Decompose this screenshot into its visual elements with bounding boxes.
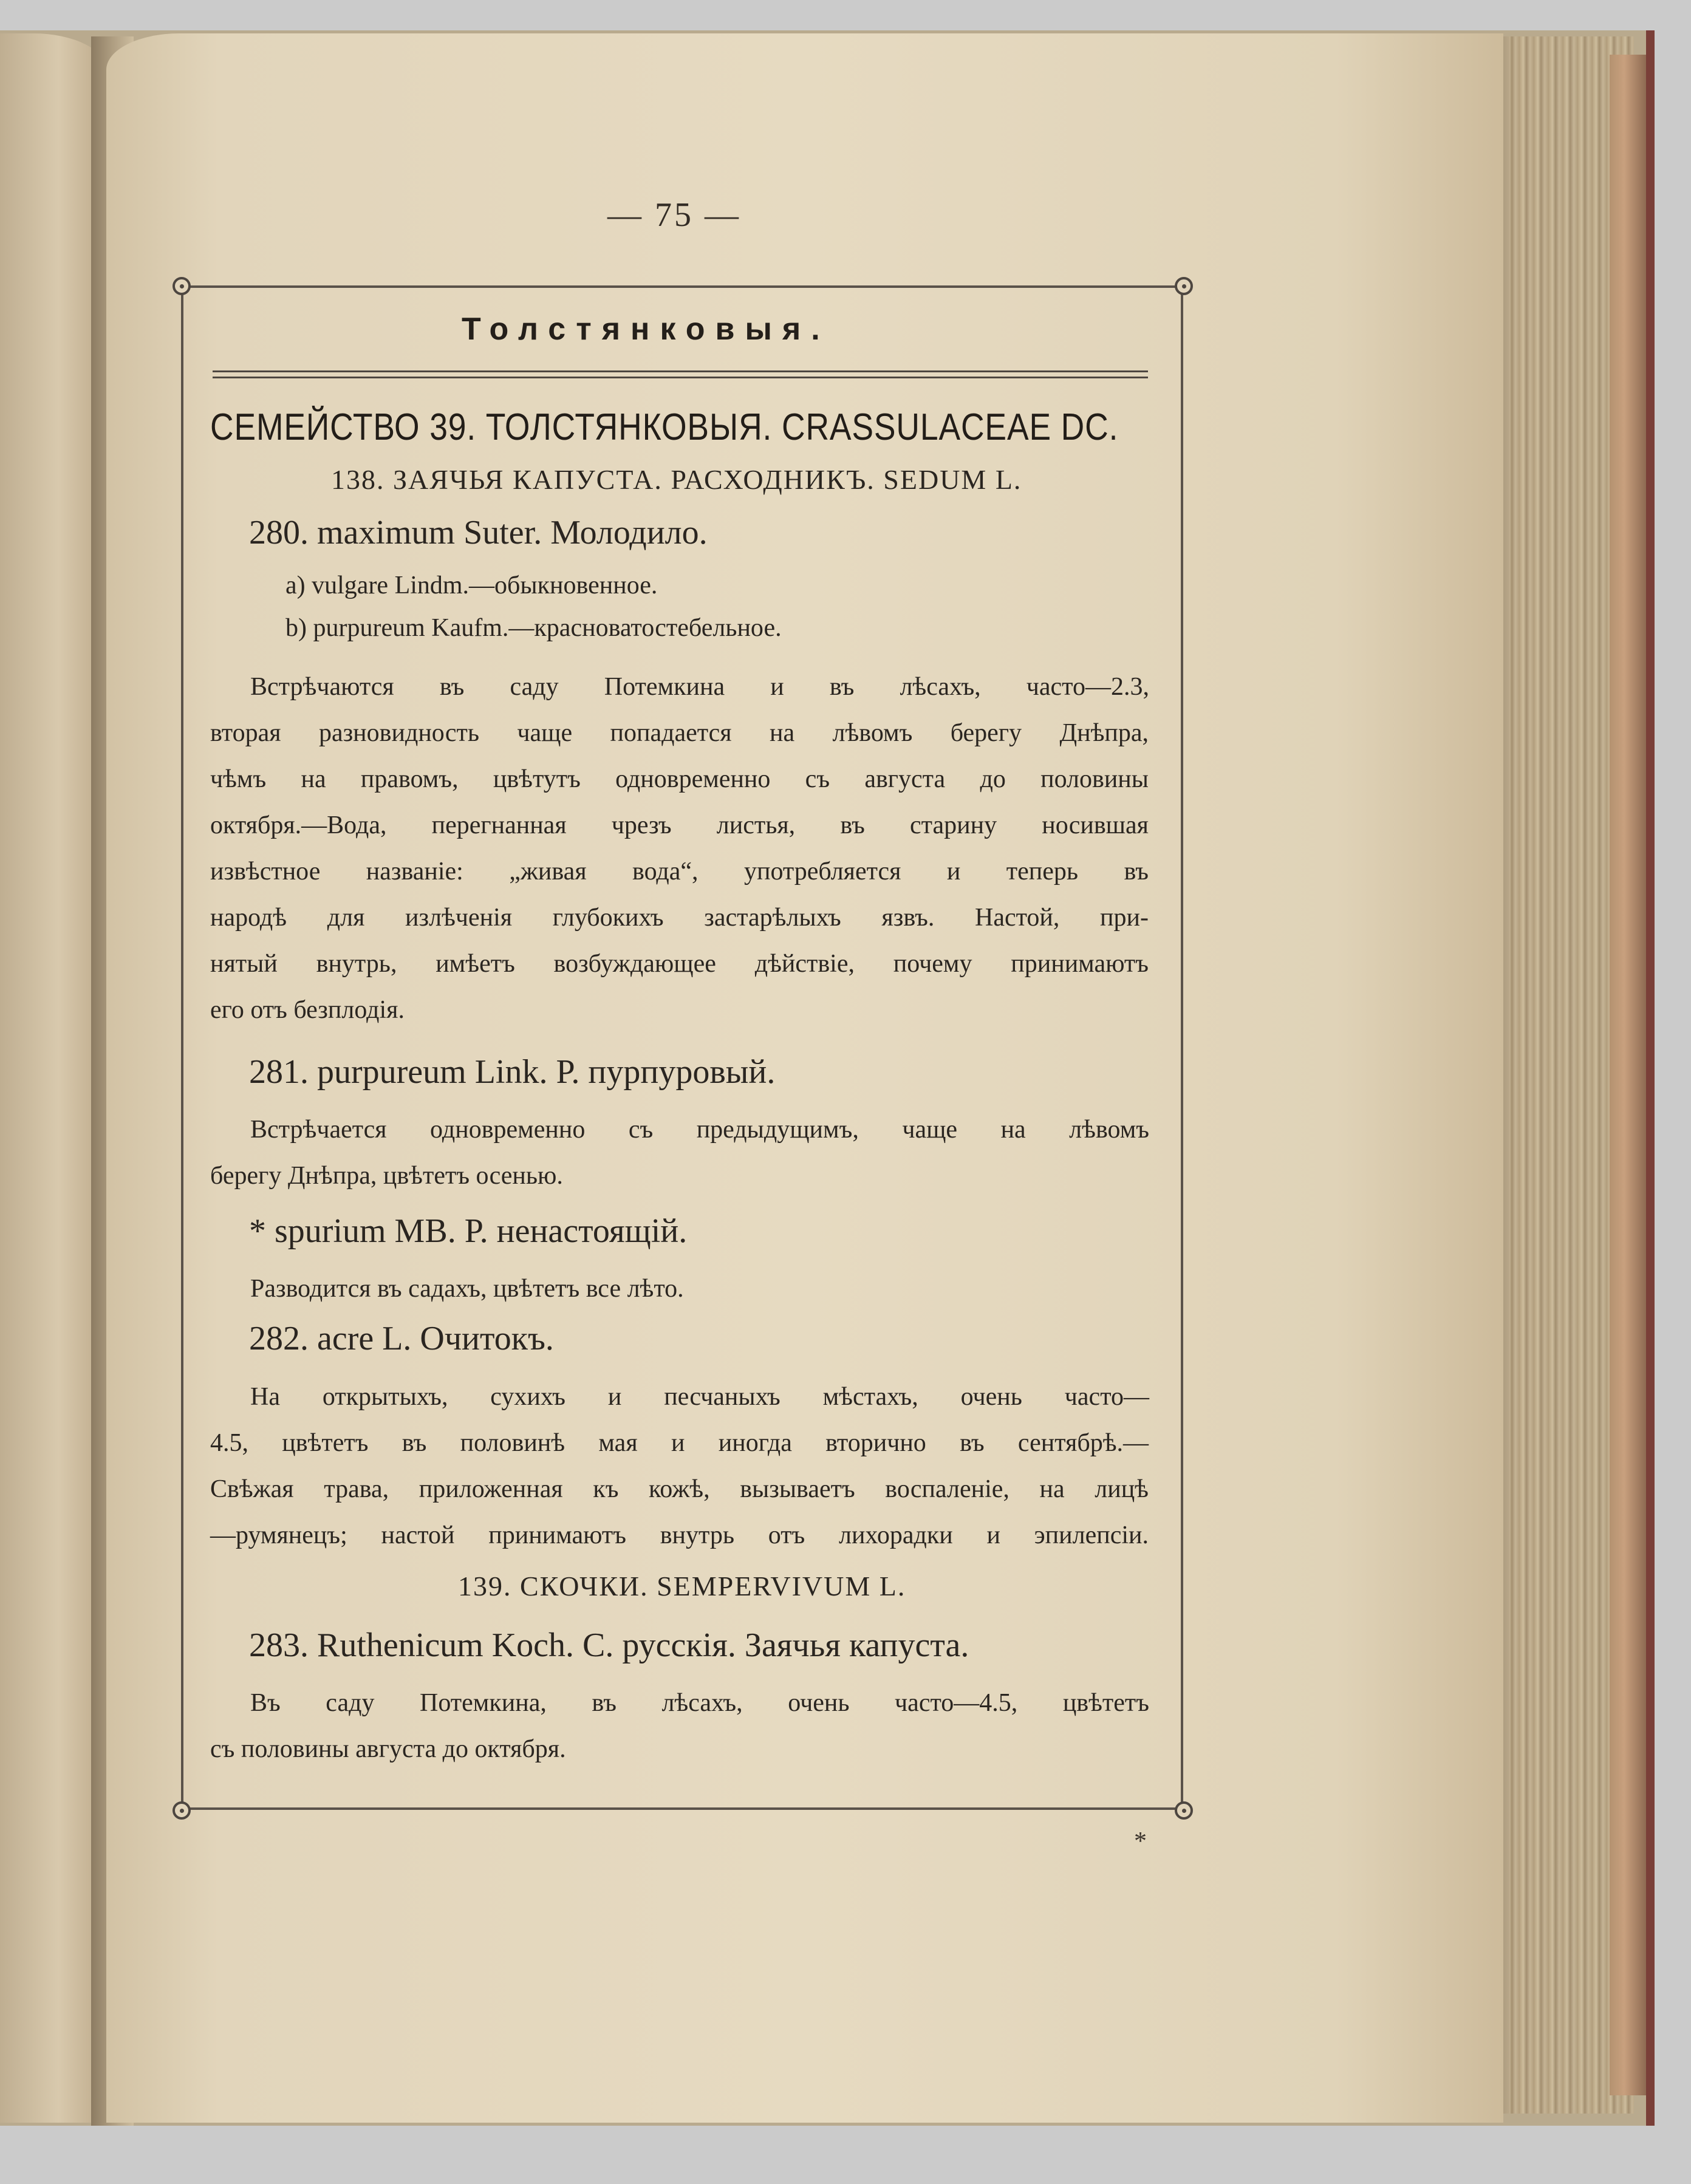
header-rule <box>213 370 1148 372</box>
species-280-title: 280. maximum Suter. Молодило. <box>249 514 708 551</box>
species-280-text-line: чѣмъ на правомъ, цвѣтутъ одновременно съ августа до половины <box>210 765 1149 793</box>
species-281-text-line: берегу Днѣпра, цвѣтетъ осенью. <box>210 1162 563 1190</box>
species-spurium-title: * spurium MB. P. ненастоящій. <box>249 1212 688 1250</box>
bottom-asterisk-mark: * <box>1134 1827 1147 1855</box>
running-head: Толстянковыя. <box>462 312 830 347</box>
variety-b: b) purpureum Kaufm.—красноватостебельное. <box>285 614 782 642</box>
species-280-text-line: октября.—Вода, перегнанная чрезъ листья, въ старину носившая <box>210 811 1149 839</box>
frame-corner-ornament <box>173 1801 191 1820</box>
species-280-text-line: его отъ безплодія. <box>210 996 405 1024</box>
species-282-title: 282. acre L. Очитокъ. <box>249 1320 554 1357</box>
page-number: — 75 — <box>607 196 741 234</box>
species-280-text-line: вторая разновидность чаще попадается на лѣвомъ берегу Днѣпра, <box>210 719 1149 747</box>
frame-corner-ornament <box>1175 1801 1193 1820</box>
genus-heading-139: 139. СКОЧКИ. SEMPERVIVUM L. <box>458 1571 906 1602</box>
genus-heading-138: 138. ЗАЯЧЬЯ КАПУСТА. РАСХОДНИКЪ. SEDUM L. <box>331 464 1022 495</box>
species-282-text-line: Свѣжая трава, приложенная къ кожѣ, вызываетъ воспаленіе, на лицѣ <box>210 1475 1149 1503</box>
species-283-text-line: съ половины августа до октября. <box>210 1735 566 1763</box>
species-280-text-line: извѣстное названіе: „живая вода“, употребляется и теперь въ <box>210 858 1149 886</box>
family-heading: СЕМЕЙСТВО 39. ТОЛСТЯНКОВЫЯ. CRASSULACEAE DC. <box>210 406 1119 448</box>
frame-corner-ornament <box>173 277 191 295</box>
header-rule <box>213 377 1148 378</box>
frame-corner-ornament <box>1175 277 1193 295</box>
species-282-text-line: На открытыхъ, сухихъ и песчаныхъ мѣстахъ, очень часто— <box>250 1383 1149 1411</box>
species-282-text-line: —румянецъ; настой принимаютъ внутрь отъ лихорадки и эпилепсіи. <box>210 1521 1149 1549</box>
species-283-text-line: Въ саду Потемкина, въ лѣсахъ, очень часто—4.5, цвѣтетъ <box>250 1689 1149 1717</box>
species-281-title: 281. purpureum Link. P. пурпуровый. <box>249 1053 776 1091</box>
cover-spine-strip <box>1646 30 1655 2126</box>
species-283-title: 283. Ruthenicum Koch. C. русскія. Заячья капуста. <box>249 1626 969 1664</box>
species-281-text-line: Встрѣчается одновременно съ предыдущимъ, чаще на лѣвомъ <box>250 1116 1149 1144</box>
species-282-text-line: 4.5, цвѣтетъ въ половинѣ мая и иногда вторично въ сентябрѣ.— <box>210 1429 1149 1457</box>
variety-a: a) vulgare Lindm.—обыкновенное. <box>285 572 658 599</box>
cover-board-edge <box>1610 55 1646 2095</box>
species-280-text-line: нятый внутрь, имѣетъ возбуждающее дѣйствіе, почему принимаютъ <box>210 950 1149 978</box>
species-spurium-text-line: Разводится въ садахъ, цвѣтетъ все лѣто. <box>250 1275 684 1303</box>
left-page-edge <box>0 33 106 2123</box>
species-280-text-line: Встрѣчаются въ саду Потемкина и въ лѣсахъ, часто—2.3, <box>250 673 1149 701</box>
species-280-text-line: народѣ для излѣченія глубокихъ застарѣлыхъ язвъ. Настой, при- <box>210 904 1149 932</box>
